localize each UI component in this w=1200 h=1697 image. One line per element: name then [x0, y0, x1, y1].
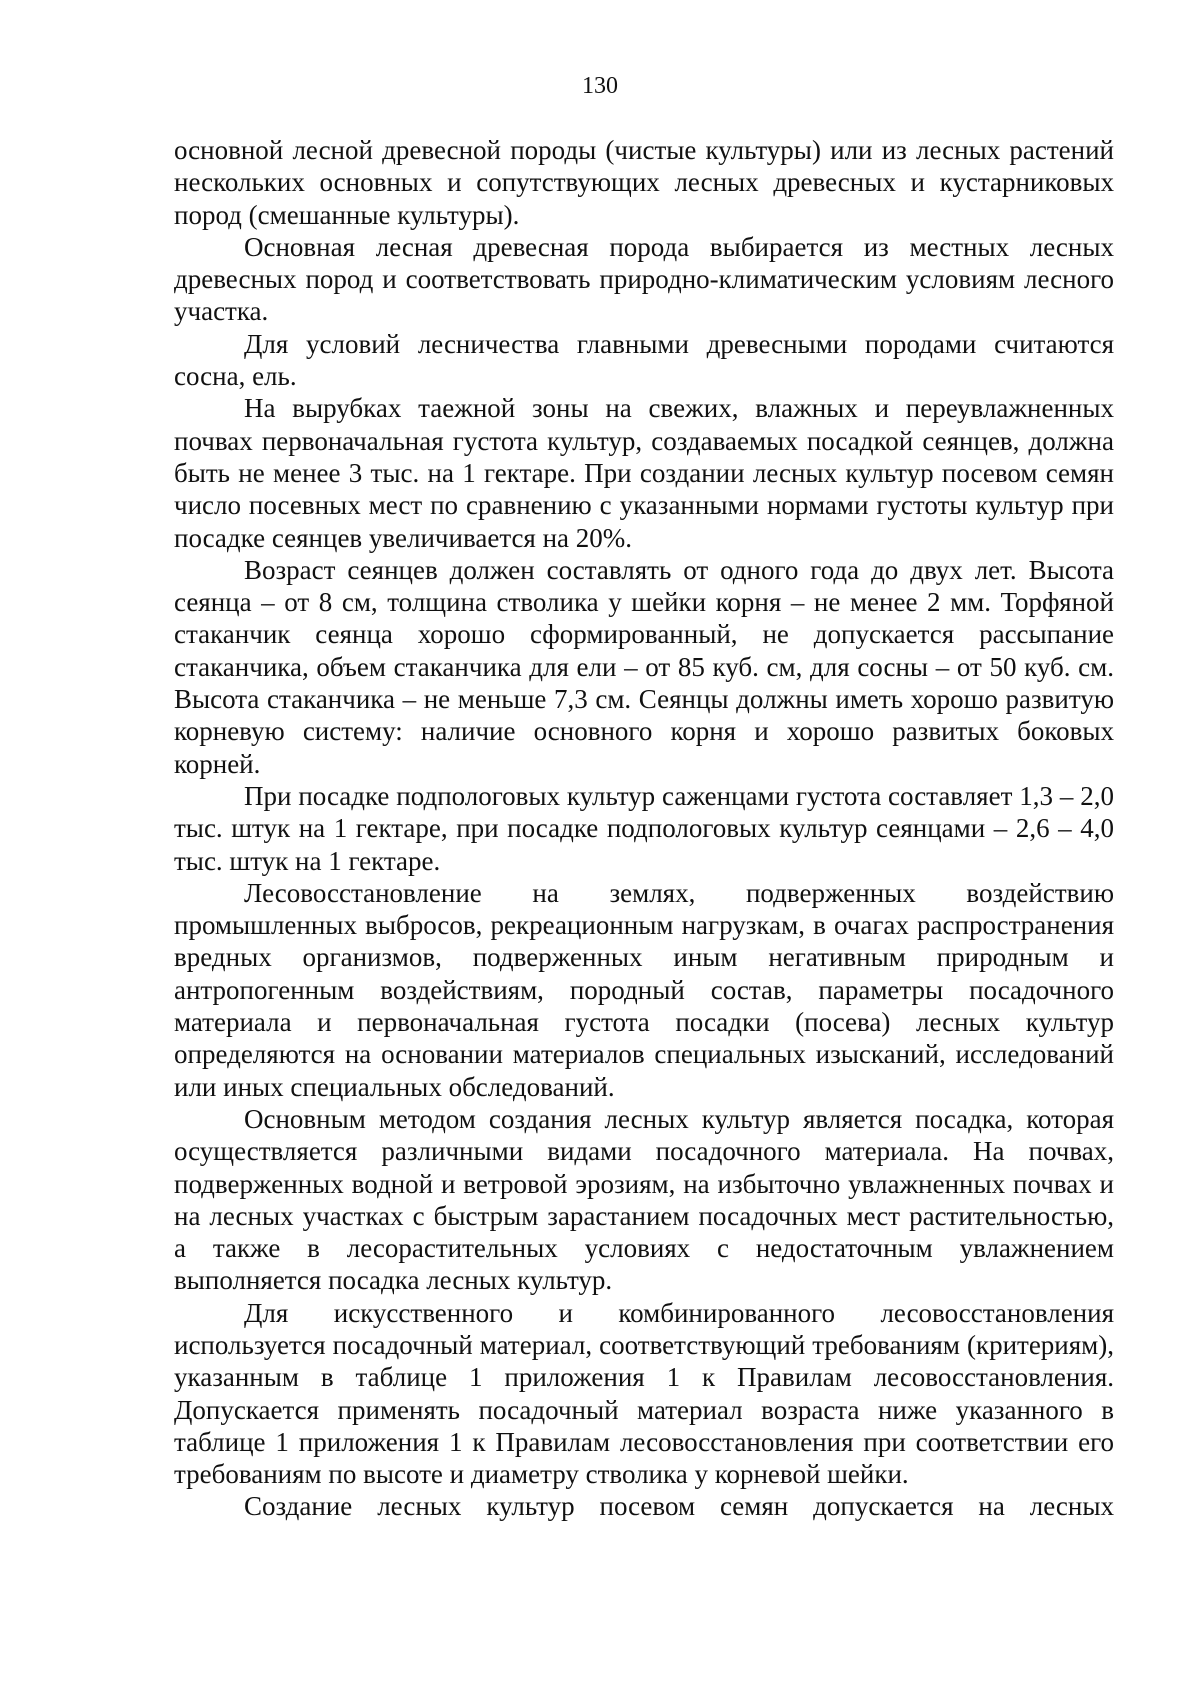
paragraph-7: Лесовосстановление на землях, подверженных воздействию промышленных выбросов, рекреационным нагрузкам, в очагах распространения вредных организмов, подверженных иным негативным природным и антропогенным воздействиям, породный состав, параметры посадочного материала и первоначальная густота посадки (посева) лесных культур определяются на основании материалов специальных изысканий, исследований или иных специальных обследований.: [174, 877, 1114, 1102]
paragraph-5: Возраст сеянцев должен составлять от одного года до двух лет. Высота сеянца – от 8 см, толщина стволика у шейки корня – не менее 2 мм. Торфяной стаканчик сеянца хорошо сформированный, не допускается рассыпание стаканчика, объем стаканчика для ели – от 85 куб. см, для сосны – от 50 куб. см. Высота стаканчика – не меньше 7,3 см. Сеянцы должны иметь хорошо развитую корневую систему: наличие основного корня и хорошо развитых боковых корней.: [174, 554, 1114, 779]
paragraph-9: Для искусственного и комбинированного лесовосстановления используется посадочный материал, соответствующий требованиям (критериям), указанным в таблице 1 приложения 1 к Правилам лесовосстановления. Допускается применять посадочный материал возраста ниже указанного в таблице 1 приложения 1 к Правилам лесовосстановления при соответствии его требованиям по высоте и диаметру стволика у корневой шейки.: [174, 1297, 1114, 1490]
page-number: 130: [582, 73, 618, 99]
paragraph-2: Основная лесная древесная порода выбирается из местных лесных древесных пород и соответствовать природно-климатическим условиям лесного участка.: [174, 231, 1114, 327]
paragraph-1: основной лесной древесной породы (чистые культуры) или из лесных растений нескольких основных и сопутствующих лесных древесных и кустарниковых пород (смешанные культуры).: [174, 135, 1114, 230]
paragraph-6: При посадке подпологовых культур саженцами густота составляет 1,3 – 2,0 тыс. штук на 1 гектаре, при посадке подпологовых культур сеянцами – 2,6 – 4,0 тыс. штук на 1 гектаре.: [174, 780, 1114, 876]
page-body: [174, 134, 1114, 1523]
paragraph-3: Для условий лесничества главными древесными породами считаются сосна, ель.: [174, 328, 1114, 392]
paragraph-4: На вырубках таежной зоны на свежих, влажных и переувлажненных почвах первоначальная густота культур, создаваемых посадкой сеянцев, должна быть не менее 3 тыс. на 1 гектаре. При создании лесных культур посевом семян число посевных мест по сравнению с указанными нормами густоты культур при посадке сеянцев увеличивается на 20%.: [174, 393, 1114, 553]
paragraph-10: Создание лесных культур посевом семян допускается на лесных: [244, 1491, 1114, 1522]
paragraph-8: Основным методом создания лесных культур является посадка, которая осуществляется различными видами посадочного материала. На почвах, подверженных водной и ветровой эрозиям, на избыточно увлажненных почвах и на лесных участках с быстрым зарастанием посадочных мест растительностью, а также в лесорастительных условиях с недостаточным увлажнением выполняется посадка лесных культур.: [174, 1103, 1114, 1296]
